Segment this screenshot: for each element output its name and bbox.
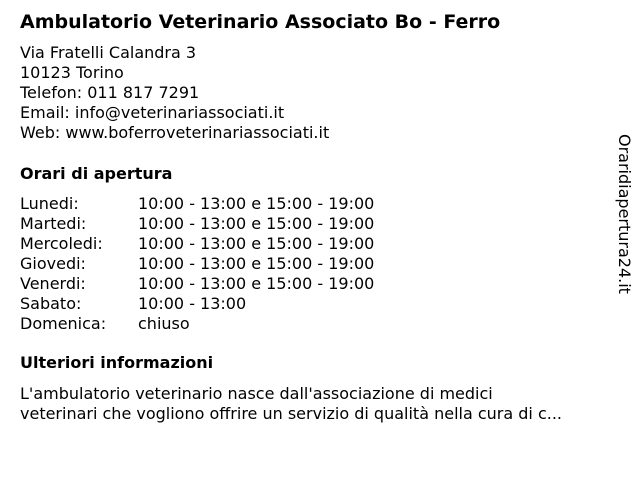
day-label: Giovedi: [20,254,86,273]
hours-row-sunday [20,314,374,334]
street-address: Via Fratelli Calandra 3 [20,43,197,62]
description-text [20,384,620,424]
hours-row-friday [20,274,374,294]
description-line: veterinari che vogliono offrire un servizio di qualità nella cura di c... [20,404,562,423]
time-value: 10:00 - 13:00 e 15:00 - 19:00 [138,194,375,213]
description-line: L'ambulatorio veterinario nasce dall'associazione di medici [20,384,493,403]
time-value: 10:00 - 13:00 e 15:00 - 19:00 [138,214,375,233]
business-name: Ambulatorio Veterinario Associato Bo - Ferro [20,11,501,33]
email-address: Email: info@veterinariassociati.it [20,103,285,122]
hours-row-tuesday [20,214,374,234]
hours-row-wednesday [20,234,374,254]
opening-hours-heading: Orari di apertura [20,164,173,183]
day-label: Sabato: [20,294,82,313]
time-value: 10:00 - 13:00 e 15:00 - 19:00 [138,254,375,273]
day-label: Lunedi: [20,194,79,213]
time-value: 10:00 - 13:00 [138,294,247,313]
time-value: 10:00 - 13:00 e 15:00 - 19:00 [138,274,375,293]
hours-row-thursday [20,254,374,274]
time-value: 10:00 - 13:00 e 15:00 - 19:00 [138,234,375,253]
site-watermark: Oraridiapertura24.it [615,134,634,294]
contact-block [20,43,329,143]
day-label: Martedi: [20,214,87,233]
opening-hours-table [20,194,374,334]
day-label: Domenica: [20,314,107,333]
additional-info-heading: Ulteriori informazioni [20,353,214,372]
phone-number: Telefon: 011 817 7291 [20,83,200,102]
website-url: Web: www.boferroveterinariassociati.it [20,123,330,142]
day-label: Venerdi: [20,274,86,293]
time-value: chiuso [138,314,190,333]
city-address: 10123 Torino [20,63,124,82]
hours-row-monday [20,194,374,214]
day-label: Mercoledi: [20,234,103,253]
hours-row-saturday [20,294,374,314]
